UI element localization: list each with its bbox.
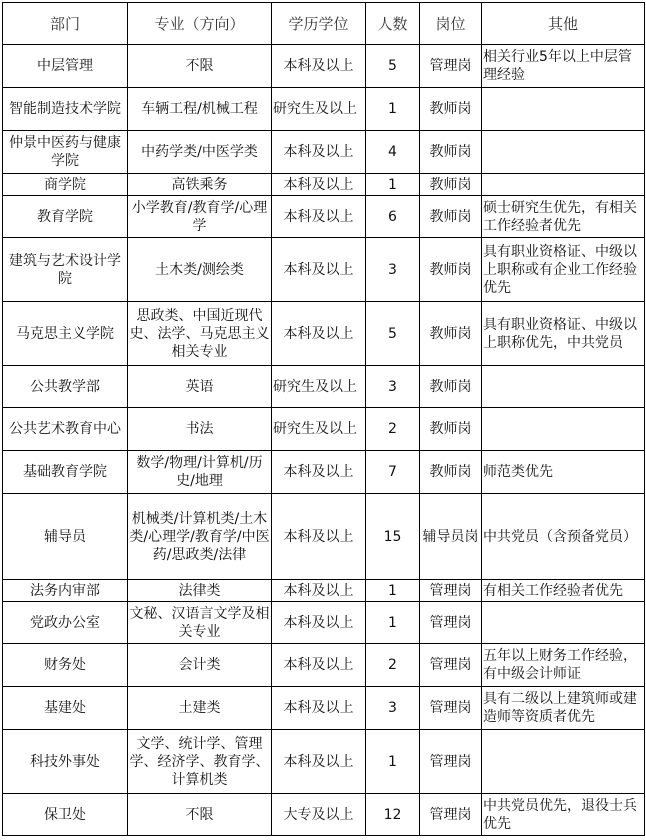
cell-degree: 本科及以上 bbox=[272, 644, 366, 687]
cell-position: 教师岗 bbox=[420, 238, 482, 302]
cell-other: 有相关工作经验者优先 bbox=[482, 580, 645, 602]
cell-count: 3 bbox=[366, 238, 420, 302]
header-degree: 学历学位 bbox=[272, 3, 366, 45]
cell-degree: 大专及以上 bbox=[272, 794, 366, 836]
cell-position: 教师岗 bbox=[420, 451, 482, 494]
table-row bbox=[3, 302, 645, 366]
cell-major: 文秘、汉语言文学及相关专业 bbox=[128, 602, 272, 644]
cell-department: 法务内审部 bbox=[3, 580, 128, 602]
cell-position: 管理岗 bbox=[420, 730, 482, 794]
cell-major: 不限 bbox=[128, 794, 272, 836]
cell-position: 管理岗 bbox=[420, 45, 482, 88]
cell-major: 法律类 bbox=[128, 580, 272, 602]
cell-department: 公共艺术教育中心 bbox=[3, 408, 128, 451]
cell-department: 公共教学部 bbox=[3, 366, 128, 408]
cell-position: 管理岗 bbox=[420, 580, 482, 602]
cell-other: 具有职业资格证、中级以上职称优先，中共党员 bbox=[482, 302, 645, 366]
header-row bbox=[3, 3, 645, 45]
cell-position: 管理岗 bbox=[420, 602, 482, 644]
table-row bbox=[3, 451, 645, 494]
cell-count: 3 bbox=[366, 687, 420, 730]
cell-degree: 本科及以上 bbox=[272, 687, 366, 730]
cell-count: 4 bbox=[366, 131, 420, 174]
cell-other bbox=[482, 131, 645, 174]
recruitment-table bbox=[2, 2, 645, 836]
cell-department: 辅导员 bbox=[3, 494, 128, 580]
cell-degree: 本科及以上 bbox=[272, 451, 366, 494]
cell-other: 相关行业5年以上中层管理经验 bbox=[482, 45, 645, 88]
cell-department: 保卫处 bbox=[3, 794, 128, 836]
cell-major: 中药学类/中医学类 bbox=[128, 131, 272, 174]
cell-degree: 研究生及以上 bbox=[272, 408, 366, 451]
cell-other bbox=[482, 408, 645, 451]
cell-position: 管理岗 bbox=[420, 687, 482, 730]
table-row bbox=[3, 408, 645, 451]
cell-department: 智能制造技术学院 bbox=[3, 88, 128, 131]
cell-degree: 本科及以上 bbox=[272, 131, 366, 174]
table-row bbox=[3, 794, 645, 836]
cell-department: 基础教育学院 bbox=[3, 451, 128, 494]
cell-major: 高铁乘务 bbox=[128, 174, 272, 196]
table-row bbox=[3, 602, 645, 644]
cell-department: 仲景中医药与健康学院 bbox=[3, 131, 128, 174]
cell-degree: 本科及以上 bbox=[272, 580, 366, 602]
cell-count: 1 bbox=[366, 730, 420, 794]
cell-position: 教师岗 bbox=[420, 408, 482, 451]
header-other: 其他 bbox=[482, 3, 645, 45]
cell-count: 7 bbox=[366, 451, 420, 494]
cell-other: 中共党员（含预备党员） bbox=[482, 494, 645, 580]
table-row bbox=[3, 174, 645, 196]
cell-major: 小学教育/教育学/心理学 bbox=[128, 196, 272, 238]
cell-other: 具有职业资格证、中级以上职称或有企业工作经验优先 bbox=[482, 238, 645, 302]
cell-count: 1 bbox=[366, 580, 420, 602]
header-count: 人数 bbox=[366, 3, 420, 45]
cell-degree: 本科及以上 bbox=[272, 174, 366, 196]
table-row bbox=[3, 196, 645, 238]
cell-department: 商学院 bbox=[3, 174, 128, 196]
header-department: 部门 bbox=[3, 3, 128, 45]
cell-position: 教师岗 bbox=[420, 88, 482, 131]
cell-major: 车辆工程/机械工程 bbox=[128, 88, 272, 131]
cell-other bbox=[482, 602, 645, 644]
cell-count: 12 bbox=[366, 794, 420, 836]
cell-other: 硕士研究生优先，有相关工作经验者优先 bbox=[482, 196, 645, 238]
cell-count: 15 bbox=[366, 494, 420, 580]
cell-major: 会计类 bbox=[128, 644, 272, 687]
table-row bbox=[3, 494, 645, 580]
cell-major: 土建类 bbox=[128, 687, 272, 730]
cell-count: 1 bbox=[366, 174, 420, 196]
cell-other bbox=[482, 88, 645, 131]
cell-degree: 本科及以上 bbox=[272, 238, 366, 302]
cell-other: 中共党员优先，退役士兵优先 bbox=[482, 794, 645, 836]
cell-position: 教师岗 bbox=[420, 366, 482, 408]
header-major: 专业（方向） bbox=[128, 3, 272, 45]
cell-other: 五年以上财务工作经验，有中级会计师证 bbox=[482, 644, 645, 687]
cell-count: 1 bbox=[366, 88, 420, 131]
cell-position: 教师岗 bbox=[420, 302, 482, 366]
cell-department: 基建处 bbox=[3, 687, 128, 730]
cell-degree: 本科及以上 bbox=[272, 302, 366, 366]
cell-department: 党政办公室 bbox=[3, 602, 128, 644]
table-row bbox=[3, 238, 645, 302]
table-row bbox=[3, 366, 645, 408]
table-row bbox=[3, 88, 645, 131]
cell-degree: 本科及以上 bbox=[272, 196, 366, 238]
cell-position: 辅导员岗 bbox=[420, 494, 482, 580]
cell-other: 具有二级以上建筑师或建造师等资质者优先 bbox=[482, 687, 645, 730]
cell-other bbox=[482, 174, 645, 196]
cell-department: 建筑与艺术设计学院 bbox=[3, 238, 128, 302]
cell-department: 科技外事处 bbox=[3, 730, 128, 794]
cell-other bbox=[482, 366, 645, 408]
cell-major: 英语 bbox=[128, 366, 272, 408]
cell-major: 文学、统计学、管理学、经济学、教育学、计算机类 bbox=[128, 730, 272, 794]
cell-degree: 本科及以上 bbox=[272, 45, 366, 88]
table-row bbox=[3, 644, 645, 687]
cell-degree: 本科及以上 bbox=[272, 602, 366, 644]
cell-degree: 本科及以上 bbox=[272, 494, 366, 580]
cell-count: 2 bbox=[366, 408, 420, 451]
cell-count: 5 bbox=[366, 302, 420, 366]
cell-other bbox=[482, 730, 645, 794]
cell-major: 机械类/计算机类/土木类/心理学/教育学/中医药/思政类/法律 bbox=[128, 494, 272, 580]
cell-major: 思政类、中国近现代史、法学、马克思主义相关专业 bbox=[128, 302, 272, 366]
cell-department: 中层管理 bbox=[3, 45, 128, 88]
table-row bbox=[3, 580, 645, 602]
cell-major: 不限 bbox=[128, 45, 272, 88]
table-row bbox=[3, 687, 645, 730]
cell-count: 1 bbox=[366, 602, 420, 644]
cell-count: 3 bbox=[366, 366, 420, 408]
cell-department: 教育学院 bbox=[3, 196, 128, 238]
table-row bbox=[3, 45, 645, 88]
cell-count: 2 bbox=[366, 644, 420, 687]
cell-department: 财务处 bbox=[3, 644, 128, 687]
cell-degree: 本科及以上 bbox=[272, 730, 366, 794]
cell-degree: 研究生及以上 bbox=[272, 88, 366, 131]
cell-position: 教师岗 bbox=[420, 174, 482, 196]
cell-position: 管理岗 bbox=[420, 794, 482, 836]
cell-count: 5 bbox=[366, 45, 420, 88]
cell-position: 教师岗 bbox=[420, 131, 482, 174]
cell-position: 管理岗 bbox=[420, 644, 482, 687]
cell-major: 书法 bbox=[128, 408, 272, 451]
cell-major: 数学/物理/计算机/历史/地理 bbox=[128, 451, 272, 494]
cell-degree: 研究生及以上 bbox=[272, 366, 366, 408]
table-row bbox=[3, 131, 645, 174]
cell-count: 6 bbox=[366, 196, 420, 238]
cell-department: 马克思主义学院 bbox=[3, 302, 128, 366]
cell-position: 教师岗 bbox=[420, 196, 482, 238]
cell-other: 师范类优先 bbox=[482, 451, 645, 494]
table-row bbox=[3, 730, 645, 794]
cell-major: 土木类/测绘类 bbox=[128, 238, 272, 302]
header-position: 岗位 bbox=[420, 3, 482, 45]
